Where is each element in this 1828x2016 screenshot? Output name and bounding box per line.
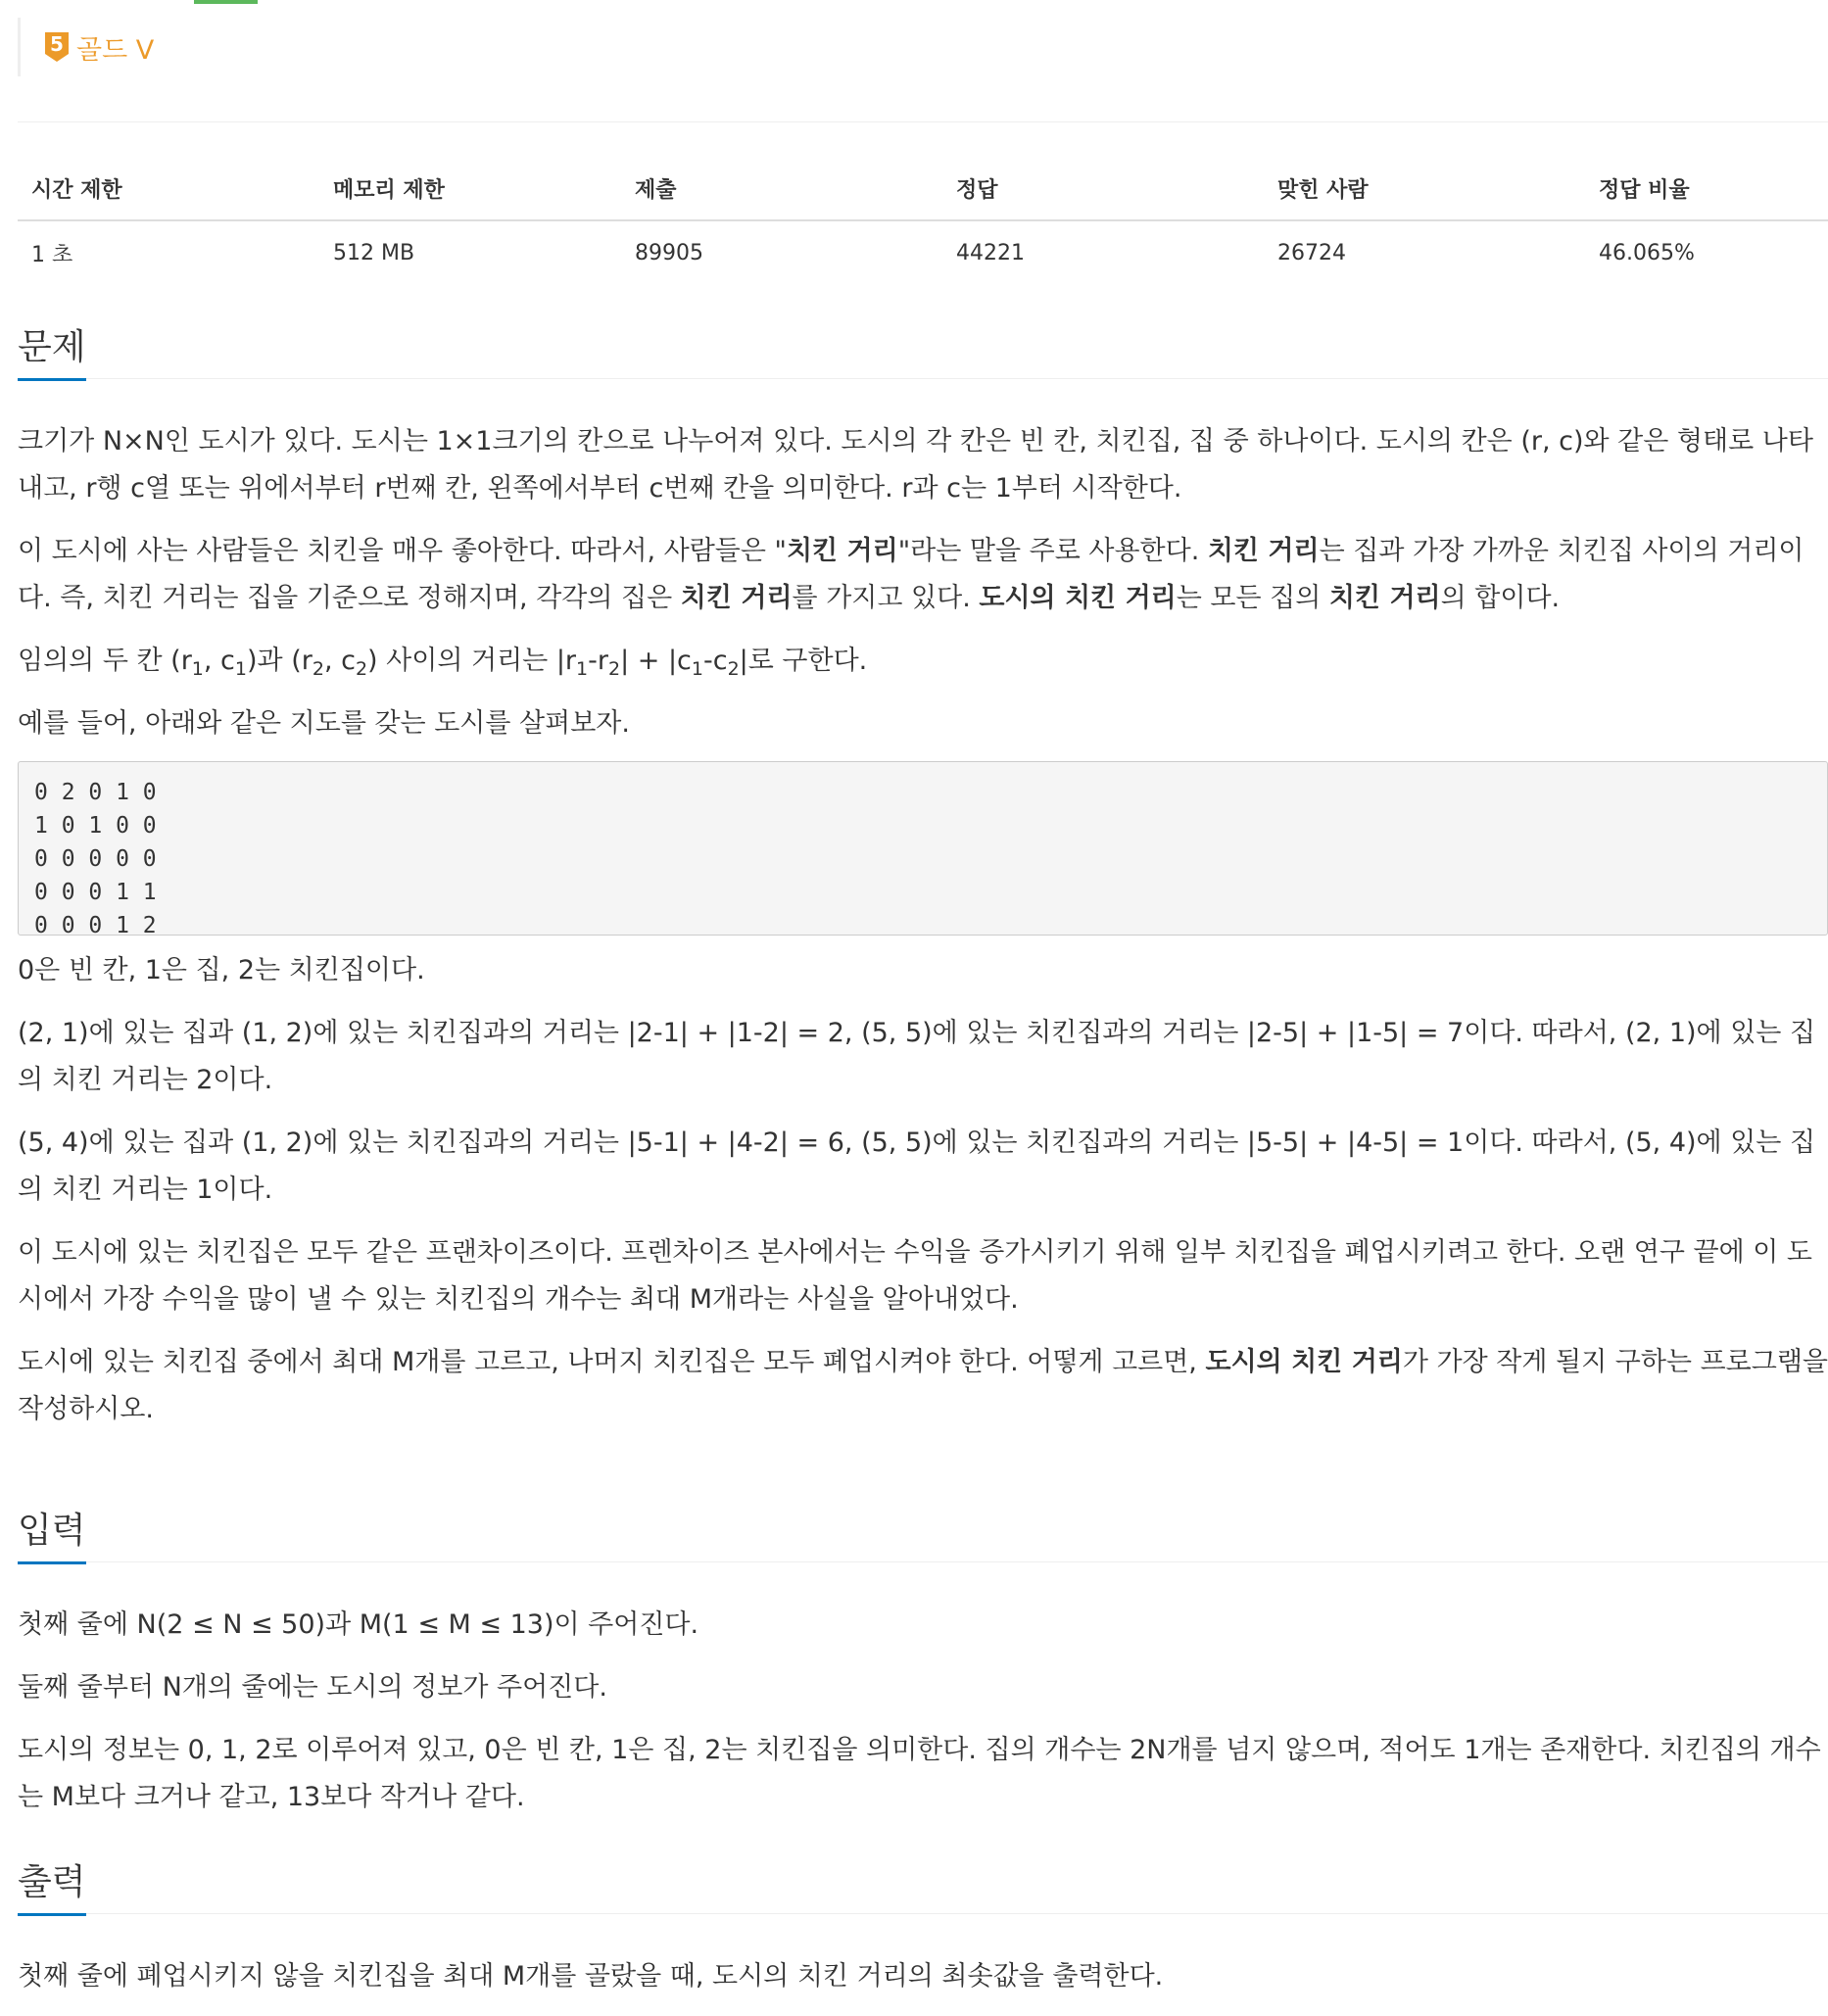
problem-paragraph-9: 도시에 있는 치킨집 중에서 최대 M개를 고르고, 나머지 치킨집은 모두 폐업시켜야 한다. 어떻게 고르면, 도시의 치킨 거리가 가장 작게 될지 구하는 프로그램을 작성하시오. — [18, 1347, 1828, 1424]
problem-title: 문제 — [18, 319, 86, 379]
accept-rate-header: 정답 비율 — [1585, 157, 1828, 220]
tier-text: 골드 V — [76, 34, 155, 66]
input-paragraph-1: 첫째 줄에 N(2 ≤ N ≤ 50)과 M(1 ≤ M ≤ 13)이 주어진다. — [18, 1609, 699, 1640]
problem-info-table — [18, 157, 1828, 284]
accepted-header: 정답 — [942, 157, 1264, 220]
output-section — [18, 1854, 1828, 2000]
input-paragraph-2: 둘째 줄부터 N개의 줄에는 도시의 정보가 주어진다. — [18, 1672, 607, 1703]
problem-paragraph-1: 크기가 N×N인 도시가 있다. 도시는 1×1크기의 칸으로 나누어져 있다. 도시의 각 칸은 빈 칸, 치킨집, 집 중 하나이다. 도시의 칸은 (r, c)와 같은 형태로 나타내고, r행 c열 또는 위에서부터 r번째 칸, 왼쪽에서부터 c번째 칸을 의미한다. r과 c는 1부터 시작한다. — [18, 426, 1813, 504]
active-tab-indicator — [194, 0, 258, 4]
problem-section — [18, 319, 1828, 1433]
solvers-header: 맞힌 사람 — [1264, 157, 1585, 220]
problem-paragraph-7: (5, 4)에 있는 집과 (1, 2)에 있는 치킨집과의 거리는 |5-1| + |4-2| = 6, (5, 5)에 있는 치킨집과의 거리는 |5-5| + |4-5| = 1이다. 따라서, (5, 4)에 있는 집의 치킨 거리는 1이다. — [18, 1128, 1816, 1205]
memory-limit-value: 512 MB — [333, 240, 415, 265]
output-paragraph-1: 첫째 줄에 폐업시키지 않을 치킨집을 최대 M개를 골랐을 때, 도시의 치킨 거리의 최솟값을 출력한다. — [18, 1961, 1164, 1992]
problem-body — [18, 418, 1828, 1433]
input-body — [18, 1602, 1828, 1821]
output-body — [18, 1953, 1828, 2000]
city-map-code-block[interactable]: 0 2 0 1 0 1 0 1 0 0 0 0 0 0 0 0 0 0 1 1 0 0 0 1 2 — [18, 761, 1828, 936]
submissions-header: 제출 — [621, 157, 942, 220]
solvers-value: 26724 — [1277, 240, 1346, 265]
input-section — [18, 1503, 1828, 1821]
problem-paragraph-2: 이 도시에 사는 사람들은 치킨을 매우 좋아한다. 따라서, 사람들은 "치킨 거리"라는 말을 주로 사용한다. 치킨 거리는 집과 가장 가까운 치킨집 사이의 거리이다. 즉, 치킨 거리는 집을 기준으로 정해지며, 각각의 집은 치킨 거리를 가지고 있다. 도시의 치킨 거리는 모든 집의 치킨 거리의 합이다. — [18, 536, 1804, 613]
table-row — [18, 220, 1828, 284]
input-title: 입력 — [18, 1503, 86, 1562]
tier-label[interactable] — [18, 18, 154, 76]
output-title: 출력 — [18, 1854, 86, 1914]
accept-rate-value: 46.065% — [1599, 240, 1695, 265]
problem-paragraph-8: 이 도시에 있는 치킨집은 모두 같은 프랜차이즈이다. 프렌차이즈 본사에서는 수익을 증가시키기 위해 일부 치킨집을 폐업시키려고 한다. 오랜 연구 끝에 이 도시에서 가장 수익을 많이 낼 수 있는 치킨집의 개수는 최대 M개라는 사실을 알아내었다. — [18, 1237, 1812, 1315]
input-paragraph-3: 도시의 정보는 0, 1, 2로 이루어져 있고, 0은 빈 칸, 1은 집, 2는 치킨집을 의미한다. 집의 개수는 2N개를 넘지 않으며, 적어도 1개는 존재한다. 치킨집의 개수는 M보다 크거나 같고, 13보다 작거나 같다. — [18, 1735, 1821, 1812]
accepted-value: 44221 — [956, 240, 1025, 265]
tier-badge-icon: 5 — [43, 30, 71, 64]
problem-paragraph-6: (2, 1)에 있는 집과 (1, 2)에 있는 치킨집과의 거리는 |2-1| + |1-2| = 2, (5, 5)에 있는 치킨집과의 거리는 |2-5| + |1-5| = 7이다. 따라서, (2, 1)에 있는 집의 치킨 거리는 2이다. — [18, 1018, 1816, 1095]
memory-limit-header: 메모리 제한 — [319, 157, 621, 220]
header-divider — [18, 121, 1828, 122]
time-limit-value: 1 초 — [31, 242, 73, 267]
table-header-row — [18, 157, 1828, 220]
problem-paragraph-3: 임의의 두 칸 ($r_1$, $c_1$)과 ($r_2$, $c_2$) 사이의 거리는 $|r_1-r_2| + |c_1-c_2|$로 구한다. — [18, 646, 868, 680]
time-limit-header: 시간 제한 — [18, 157, 319, 220]
problem-paragraph-4: 예를 들어, 아래와 같은 지도를 갖는 도시를 살펴보자. — [18, 708, 630, 739]
problem-paragraph-5: 0은 빈 칸, 1은 집, 2는 치킨집이다. — [18, 955, 425, 985]
submissions-value: 89905 — [635, 240, 703, 265]
